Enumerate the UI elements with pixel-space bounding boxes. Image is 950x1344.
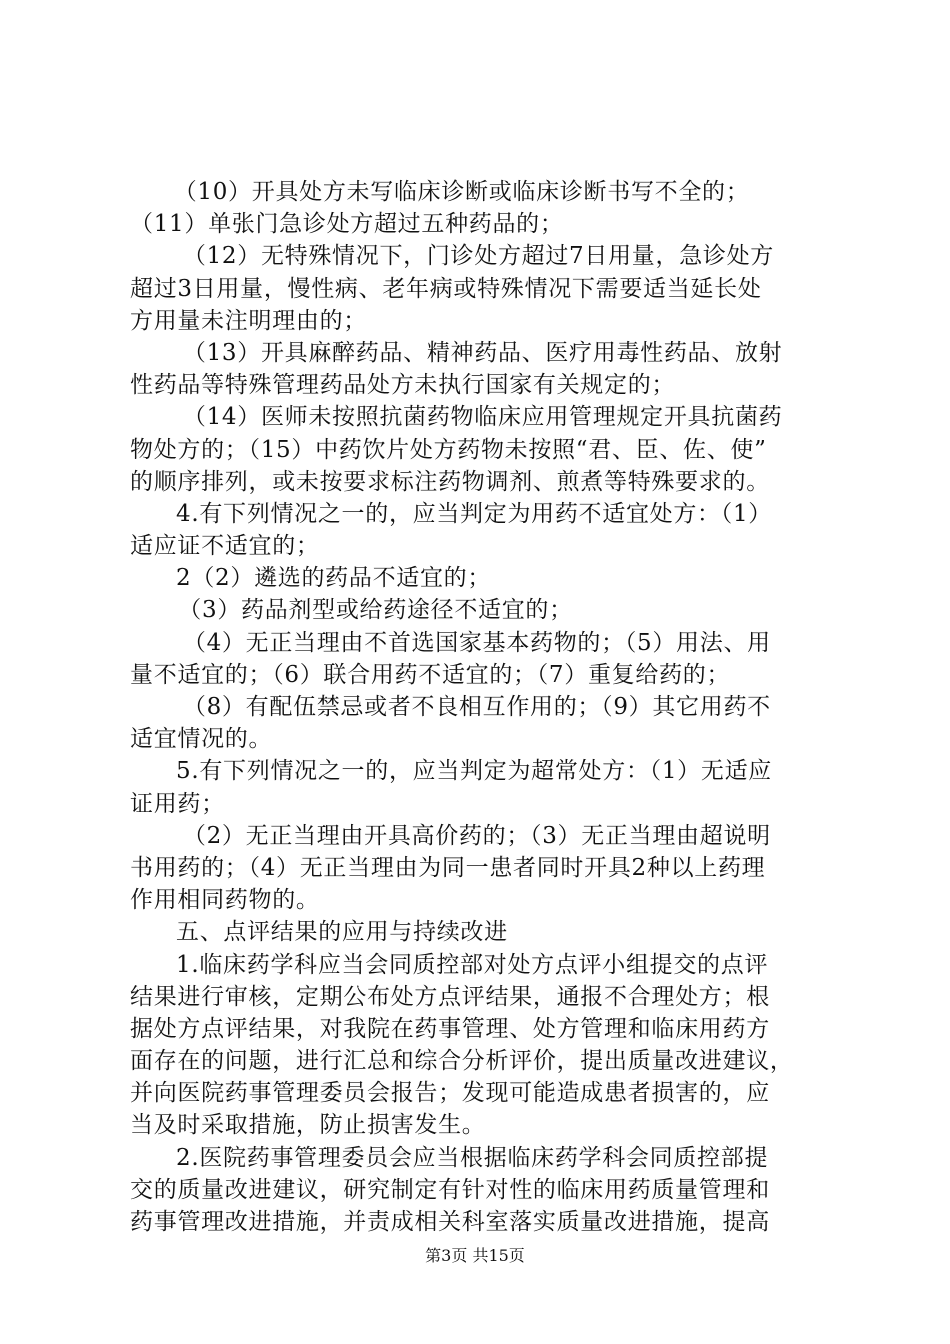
paragraph-line: 交的质量改进建议，研究制定有针对性的临床用药质量管理和 <box>130 1176 770 1203</box>
paragraph-line: 面存在的问题，进行汇总和综合分析评价，提出质量改进建议， <box>130 1048 794 1075</box>
paragraph-line: 4.有下列情况之一的，应当判定为用药不适宜处方：（1） <box>176 500 772 527</box>
paragraph-line: 超过3日用量，慢性病、老年病或特殊情况下需要适当延长处 <box>130 275 762 302</box>
paragraph-line: 量不适宜的；（6）联合用药不适宜的；（7）重复给药的； <box>130 661 731 688</box>
paragraph-line: 证用药； <box>130 790 225 817</box>
paragraph-line: 五、点评结果的应用与持续改进 <box>176 919 508 946</box>
paragraph-line: 性药品等特殊管理药品处方未执行国家有关规定的； <box>130 372 676 399</box>
paragraph-line: 的顺序排列，或未按要求标注药物调剂、煎煮等特殊要求的。 <box>130 468 770 495</box>
paragraph-line: 方用量未注明理由的； <box>130 307 367 334</box>
paragraph-line: 书用药的；（4）无正当理由为同一患者同时开具2种以上药理 <box>130 854 766 881</box>
paragraph-line: 据处方点评结果，对我院在药事管理、处方管理和临床用药方 <box>130 1015 770 1042</box>
paragraph-line: 物处方的；（15）中药饮片处方药物未按照“君、臣、佐、使” <box>130 436 767 463</box>
paragraph-line: 并向医院药事管理委员会报告；发现可能造成患者损害的，应 <box>130 1080 770 1107</box>
paragraph-line: 适应证不适宜的； <box>130 533 320 560</box>
paragraph-line: 作用相同药物的。 <box>130 887 320 914</box>
paragraph-line: 2.医院药事管理委员会应当根据临床药学科会同质控部提 <box>176 1144 769 1171</box>
paragraph-line: （8）有配伍禁忌或者不良相互作用的；（9）其它用药不 <box>182 694 771 720</box>
paragraph-line: 结果进行审核，定期公布处方点评结果，通报不合理处方；根 <box>130 983 770 1010</box>
paragraph-line: 5.有下列情况之一的，应当判定为超常处方：（1）无适应 <box>176 758 772 785</box>
paragraph-line: （4）无正当理由不首选国家基本药物的；（5）用法、用 <box>182 629 771 656</box>
paragraph-line: （10）开具处方未写临床诊断或临床诊断书写不全的； <box>173 179 750 205</box>
paragraph-line: 当及时采取措施，防止损害发生。 <box>130 1112 486 1139</box>
paragraph-line: 1.临床药学科应当会同质控部对处方点评小组提交的点评 <box>176 951 769 978</box>
paragraph-line: （11）单张门急诊处方超过五种药品的； <box>130 211 564 238</box>
paragraph-line: 药事管理改进措施，并责成相关科室落实质量改进措施，提高 <box>130 1209 770 1235</box>
paragraph-line: 2（2）遴选的药品不适宜的； <box>176 565 492 592</box>
paragraph-line: 适宜情况的。 <box>130 726 273 753</box>
document-body <box>130 176 830 1238</box>
paragraph-line: （13）开具麻醉药品、精神药品、医疗用毒性药品、放射 <box>182 339 783 366</box>
paragraph-line: （14）医师未按照抗菌药物临床应用管理规定开具抗菌药 <box>182 404 783 431</box>
paragraph-line: （2）无正当理由开具高价药的；（3）无正当理由超说明 <box>182 822 771 849</box>
page-footer: 第3页 共15页 <box>425 1246 525 1265</box>
paragraph-line: （3）药品剂型或给药途径不适宜的； <box>178 597 573 624</box>
paragraph-line: （12）无特殊情况下，门诊处方超过7日用量，急诊处方 <box>182 243 774 270</box>
